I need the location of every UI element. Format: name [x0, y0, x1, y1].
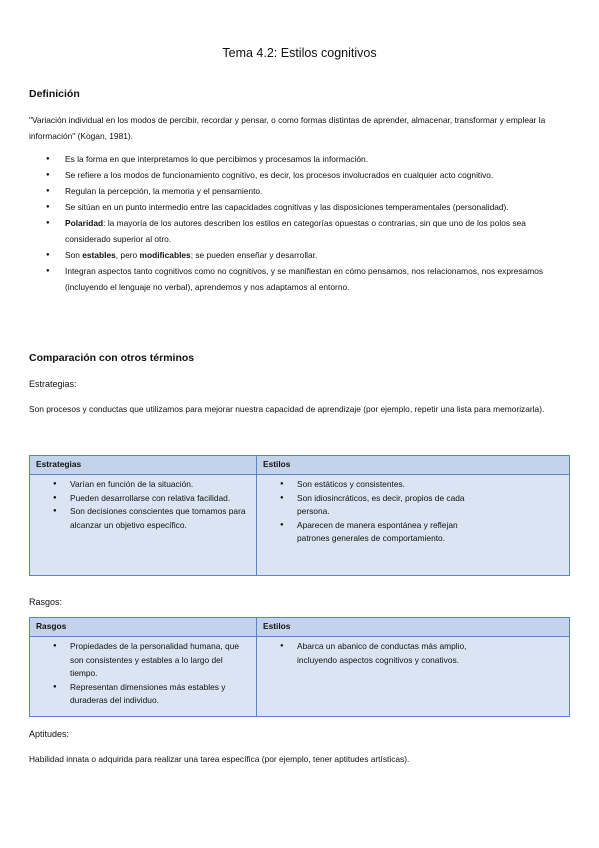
cell-bullet-list — [36, 640, 250, 708]
list-item: ● Se sitúan en un punto intermedio entre las capacidades cognitivas y las disposiciones temperamentales (personalidad). — [29, 199, 569, 215]
rasgos-comparison-table — [29, 617, 570, 717]
list-item: ● Son estáticos y consistentes. — [263, 478, 475, 492]
table-cell — [257, 475, 570, 576]
subheading-rasgos: Rasgos: — [29, 597, 63, 607]
table-header-estilos: Estilos — [257, 456, 570, 475]
bold-term: estables — [82, 250, 116, 260]
page-title: Tema 4.2: Estilos cognitivos — [222, 46, 377, 60]
list-item: ● Son idiosincráticos, es decir, propios de cada persona. — [263, 492, 475, 519]
list-item: ● Representan dimensiones más estables y duraderas del individuo. — [36, 681, 250, 708]
table-cell — [30, 475, 257, 576]
definition-quote: "Variación individual en los modos de percibir, recordar y pensar, o como formas distintas de aprender, almacenar, transformar y emplear la información" (Kogan, 1981). — [29, 115, 546, 141]
list-item: ● Son decisiones conscientes que tomamos para alcanzar un objetivo específico. — [36, 505, 250, 532]
table-cell — [30, 637, 257, 717]
subheading-aptitudes: Aptitudes: — [29, 729, 70, 739]
subheading-estrategias: Estrategias: — [29, 379, 77, 389]
estrategias-comparison-table — [29, 455, 570, 576]
list-item-text: ; se pueden enseñar y desarrollar. — [190, 250, 318, 260]
table-header-rasgos: Rasgos — [30, 618, 257, 637]
list-item — [29, 247, 569, 263]
table-cell — [257, 637, 570, 717]
section-heading-definicion: Definición — [29, 88, 80, 100]
list-item-text: Son — [65, 250, 83, 260]
list-item-text: : la mayoría de los autores describen los estilos en categorías opuestas o contrarias, sin que uno de los polos sea considerado superior al otro. — [65, 218, 526, 244]
cell-bullet-list — [263, 640, 475, 667]
list-item: ● Varían en función de la situación. — [36, 478, 250, 492]
list-item: ● Integran aspectos tanto cognitivos como no cognitivos, y se manifiestan en cómo pensamos, nos relacionamos, nos expresamos (incluyendo el lenguaje no verbal), aprendemos y nos adaptamos al entorno. — [29, 263, 569, 295]
cell-bullet-list — [36, 478, 250, 532]
table-header-estrategias: Estrategias — [30, 456, 257, 475]
list-item: ● Abarca un abanico de conductas más amplio, incluyendo aspectos cognitivos y conativos. — [263, 640, 475, 667]
list-item: ● Propiedades de la personalidad humana, que son consistentes y estables a lo largo del tiempo. — [36, 640, 250, 681]
bold-term: modificables — [139, 250, 191, 260]
list-item: ● Pueden desarrollarse con relativa facilidad. — [36, 492, 250, 506]
list-item — [29, 215, 569, 247]
table-header-estilos: Estilos — [257, 618, 570, 637]
section-heading-comparacion: Comparación con otros términos — [29, 352, 195, 364]
list-item-text: , pero — [115, 250, 140, 260]
bold-term: Polaridad — [65, 218, 104, 228]
list-item: ● Se refiere a los modos de funcionamiento cognitivo, es decir, los procesos involucrados en cualquier acto cognitivo. — [29, 167, 569, 183]
aptitudes-paragraph: Habilidad innata o adquirida para realizar una tarea específica (por ejemplo, tener aptitudes artísticas). — [29, 754, 410, 764]
list-item: ● Regulan la percepción, la memoria y el pensamiento. — [29, 183, 569, 199]
list-item: ● Es la forma en que interpretamos lo que percibimos y procesamos la información. — [29, 151, 569, 167]
list-item: ● Aparecen de manera espontánea y reflejan patrones generales de comportamiento. — [263, 519, 475, 546]
definition-bullet-list — [29, 151, 569, 295]
cell-bullet-list — [263, 478, 475, 546]
estrategias-paragraph: Son procesos y conductas que utilizamos para mejorar nuestra capacidad de aprendizaje (por ejemplo, repetir una lista para memorizarla). — [29, 404, 545, 414]
